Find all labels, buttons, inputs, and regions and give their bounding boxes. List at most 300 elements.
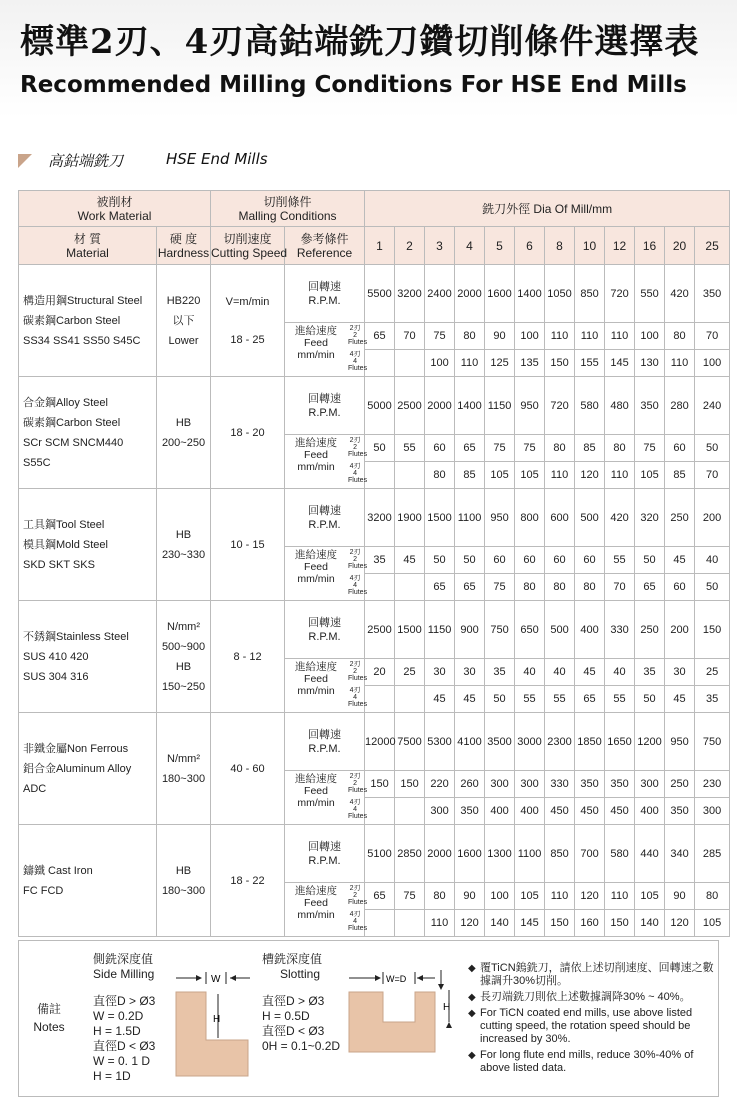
four-flutes-tag (348, 911, 368, 932)
cutting-speed-line: 18 - 22 (230, 874, 265, 887)
feed-4-flute-value: 110 (425, 910, 455, 937)
rpm-label (285, 825, 365, 883)
feed-2-flute-value: 50 (365, 435, 395, 462)
flutes-word: Flutes (348, 339, 368, 346)
cutting-speed-line: 8 - 12 (233, 650, 262, 663)
work-material-en: Work Material (77, 208, 152, 223)
flutes4a: 4刃 (349, 351, 361, 358)
rpm-value: 950 (515, 377, 545, 435)
hardness-cell (157, 489, 211, 601)
feed-label (285, 547, 368, 601)
cutting-speed-zh: 切削速度 (223, 231, 272, 246)
feed-2-flute-value: 60 (575, 547, 605, 574)
material-line: SUS 410 420 (23, 650, 89, 663)
flutes4a: 4刃 (349, 687, 361, 694)
side-milling-line: H = 1D (93, 1069, 131, 1083)
feed-4-flute-value: 145 (605, 350, 635, 377)
triangle-marker-icon (18, 154, 32, 168)
rpm-value: 440 (635, 825, 665, 883)
feed-zh: 進給速度 (295, 549, 338, 561)
rpm-value: 280 (665, 377, 695, 435)
four-flutes-tag (348, 575, 368, 596)
material-line: 工具鋼Tool Steel (23, 518, 105, 531)
feed-4-flute-value: 155 (575, 350, 605, 377)
flutes2a: 2刃 (349, 885, 361, 892)
feed-zh: 進給速度 (295, 661, 338, 673)
feed-2-flute-value: 50 (695, 435, 730, 462)
header-row-2 (19, 227, 730, 265)
feed-4-flute-value: 135 (515, 350, 545, 377)
slotting-line: H = 0.5D (262, 1009, 310, 1023)
hardness-cell (157, 713, 211, 825)
rpm-value: 800 (515, 489, 545, 547)
hardness-line: HB (175, 528, 192, 541)
feed-2-flute-value: 330 (545, 771, 575, 798)
feed-2-flute-value: 90 (665, 883, 695, 910)
feed-2-flute-value: 110 (575, 323, 605, 350)
material-line: FC FCD (23, 884, 64, 897)
feed-2-flute-value: 40 (545, 659, 575, 686)
rpm-row (19, 713, 730, 771)
hardness-line: 500~900 (161, 640, 206, 653)
feed-2-flute-value: 50 (455, 547, 485, 574)
hardness-line: HB (175, 416, 192, 429)
diameter-8mm: 8 (545, 227, 575, 265)
diagram-h-label: H (213, 1014, 221, 1025)
hardness-line: N/mm² (167, 752, 200, 765)
feed-4-flute-value: 110 (545, 462, 575, 489)
diameter-6mm: 6 (515, 227, 545, 265)
feed-2-flute-value: 75 (425, 323, 455, 350)
feed-2-flute-value: 60 (515, 547, 545, 574)
cutting-speed-line: V=m/min (225, 295, 270, 308)
slotting-block (262, 952, 322, 982)
feed-4-flute-value: 80 (425, 462, 455, 489)
feed-unit: mm/min (297, 461, 335, 473)
rpm-label-text: 回轉速 (308, 504, 342, 517)
feed-2-flute-value: 110 (545, 323, 575, 350)
feed-4-flute-value (365, 798, 395, 825)
rpm-value: 1600 (455, 825, 485, 883)
rpm-row (19, 377, 730, 435)
feed-2-flute-value: 65 (455, 435, 485, 462)
two-flutes-tag (348, 661, 368, 682)
feed-2-flute-value: 85 (575, 435, 605, 462)
rpm-value: 340 (665, 825, 695, 883)
feed-2-flute-value: 300 (485, 771, 515, 798)
cutting-speed-cell (211, 377, 285, 489)
feed-en: Feed (304, 449, 328, 461)
feed-4-flute-value: 450 (605, 798, 635, 825)
feed-2-flute-value: 70 (695, 323, 730, 350)
rpm-value: 5100 (365, 825, 395, 883)
feed-2-flute-value: 55 (605, 547, 635, 574)
feed-2-flute-value: 40 (515, 659, 545, 686)
side-milling-line: 直徑D > Ø3 (93, 994, 156, 1008)
rpm-value: 550 (635, 265, 665, 323)
hardness-cell (157, 265, 211, 377)
feed-4-flute-value: 55 (545, 686, 575, 713)
feed-2-flute-value: 45 (395, 547, 425, 574)
feed-4-flute-value: 45 (665, 686, 695, 713)
feed-2-flute-value: 80 (605, 435, 635, 462)
feed-4-flute-value: 120 (575, 462, 605, 489)
flutes4b: 4 (353, 918, 357, 925)
diameter-25mm: 25 (695, 227, 730, 265)
title-chinese: 標準2刃、4刃高鈷端銑刀鑽切削條件選擇表 (20, 22, 700, 62)
material-line: 碳素鋼Carbon Steel (23, 416, 121, 429)
rpm-label-text: 回轉速 (308, 280, 342, 293)
hardness-line: Lower (168, 334, 199, 347)
flutes4a: 4刃 (349, 911, 361, 918)
feed-2-flute-value: 65 (365, 883, 395, 910)
feed-4-flute-value: 105 (485, 462, 515, 489)
feed-2-flute-value: 25 (695, 659, 730, 686)
flutes4b: 4 (353, 470, 357, 477)
rpm-value: 350 (635, 377, 665, 435)
rpm-value: 330 (605, 601, 635, 659)
rpm-label-text: 回轉速 (308, 616, 342, 629)
rpm-value: 2400 (425, 265, 455, 323)
rpm-label (285, 489, 365, 547)
title-english: Recommended Milling Conditions For HSE End Mills (20, 72, 687, 98)
feed-4-flute-value: 45 (425, 686, 455, 713)
feed-2-flute-value: 60 (485, 547, 515, 574)
rpm-value: 285 (695, 825, 730, 883)
note-item: ◆ For long flute end mills, reduce 30%-40% of above listed data. (468, 1049, 718, 1075)
rpm-row (19, 265, 730, 323)
feed-4-flute-value (365, 574, 395, 601)
feed-4-flute-value: 450 (575, 798, 605, 825)
side-milling-block (93, 952, 154, 982)
rpm-label (285, 713, 365, 771)
feed-4-flute-value: 105 (515, 462, 545, 489)
feed-4-flute-value: 300 (695, 798, 730, 825)
rpm-value: 3000 (515, 713, 545, 771)
feed-4-flute-value: 65 (575, 686, 605, 713)
four-flutes-tag (348, 351, 368, 372)
side-milling-values (93, 994, 155, 1084)
material-cell (19, 377, 157, 489)
two-flutes-tag (348, 549, 368, 570)
rpm-value: 250 (665, 489, 695, 547)
feed-2-flute-value: 90 (455, 883, 485, 910)
flutes4a: 4刃 (349, 463, 361, 470)
material-cell (19, 713, 157, 825)
feed-4-flute-value: 80 (575, 574, 605, 601)
reference-zh: 參考條件 (300, 231, 349, 246)
feed-4-flute-value: 80 (515, 574, 545, 601)
flutes-word: Flutes (348, 589, 368, 596)
rpm-value: 2000 (455, 265, 485, 323)
feed-4-flute-value: 65 (425, 574, 455, 601)
four-flutes-tag (348, 463, 368, 484)
rpm-value: 2500 (365, 601, 395, 659)
rpm-row (19, 601, 730, 659)
flutes2b: 2 (353, 892, 357, 899)
hardness-line: 200~250 (161, 436, 206, 449)
diagram-slot-h-label: H (443, 1002, 451, 1013)
feed-2-flute-value: 300 (635, 771, 665, 798)
hardness-cell (157, 825, 211, 937)
feed-2-flute-value: 40 (695, 547, 730, 574)
feed-4-flute-value: 150 (545, 350, 575, 377)
material-line: ADC (23, 782, 47, 795)
feed-4-flute-value: 65 (455, 574, 485, 601)
flutes-word: Flutes (348, 813, 368, 820)
hardness-cell (157, 377, 211, 489)
rpm-value: 5000 (365, 377, 395, 435)
feed-4-flute-value: 130 (635, 350, 665, 377)
flutes-word: Flutes (348, 899, 368, 906)
feed-2-flute-value: 60 (425, 435, 455, 462)
feed-4-flute-value: 105 (635, 462, 665, 489)
feed-2-flute-value: 45 (665, 547, 695, 574)
rpm-value: 2850 (395, 825, 425, 883)
feed-4-flute-value: 140 (485, 910, 515, 937)
feed-2-flute-value: 110 (605, 323, 635, 350)
feed-4-flute-value: 400 (515, 798, 545, 825)
flutes-word: Flutes (348, 701, 368, 708)
feed-4-flute-value: 65 (635, 574, 665, 601)
rpm-value: 1150 (425, 601, 455, 659)
feed-4-flute-value: 50 (635, 686, 665, 713)
hardness-en: Hardness (157, 245, 210, 260)
slotting-en: Slotting (280, 967, 321, 981)
rpm-value: 320 (635, 489, 665, 547)
rpm-value: 2500 (395, 377, 425, 435)
feed-en: Feed (304, 337, 328, 349)
feed-2-flute-value: 35 (635, 659, 665, 686)
feed-2-flute-value: 50 (425, 547, 455, 574)
rpm-label-text: R.P.M. (308, 406, 341, 419)
side-milling-line: W = 0. 1 D (93, 1054, 151, 1068)
rpm-label-text: R.P.M. (308, 294, 341, 307)
rpm-value: 850 (575, 265, 605, 323)
rpm-value: 2000 (425, 825, 455, 883)
flutes4b: 4 (353, 582, 357, 589)
hardness-header (157, 227, 211, 265)
rpm-value: 600 (545, 489, 575, 547)
feed-2-flute-value: 150 (365, 771, 395, 798)
feed-4-flute-value (395, 686, 425, 713)
hardness-line: 230~330 (161, 548, 206, 561)
flutes-word: Flutes (348, 787, 368, 794)
feed-4-flute-value (365, 910, 395, 937)
flutes4b: 4 (353, 806, 357, 813)
hardness-line: 180~300 (161, 884, 206, 897)
rpm-label (285, 377, 365, 435)
rpm-value: 5300 (425, 713, 455, 771)
rpm-value: 1200 (635, 713, 665, 771)
rpm-value: 720 (605, 265, 635, 323)
material-line: 碳素鋼Carbon Steel (23, 314, 121, 327)
two-flutes-tag (348, 773, 368, 794)
note-item: ◆ For TiCN coated end mills, use above listed cutting speed, the rotation speed should be increased by 30%. (468, 1007, 718, 1046)
rpm-row (19, 489, 730, 547)
feed-2-flute-value: 75 (485, 435, 515, 462)
feed-unit: mm/min (297, 797, 335, 809)
feed-label-text (289, 661, 343, 697)
cutting-speed-cell (211, 825, 285, 937)
flutes-word: Flutes (348, 563, 368, 570)
diameter-1mm: 1 (365, 227, 395, 265)
feed-label (285, 659, 368, 713)
section-title-zh: 高鈷端銑刀 (48, 152, 124, 170)
feed-label-text (289, 437, 343, 473)
side-milling-en: Side Milling (93, 967, 155, 981)
feed-4-flute-value: 150 (545, 910, 575, 937)
hardness-line: 150~250 (161, 680, 206, 693)
feed-2-flute-value: 80 (425, 883, 455, 910)
feed-4-flute-value: 110 (665, 350, 695, 377)
feed-zh: 進給速度 (295, 885, 338, 897)
flutes2a: 2刃 (349, 773, 361, 780)
rpm-value: 900 (455, 601, 485, 659)
flutes4b: 4 (353, 358, 357, 365)
rpm-value: 850 (545, 825, 575, 883)
feed-2-flute-value: 35 (485, 659, 515, 686)
rpm-value: 1300 (485, 825, 515, 883)
feed-4-flute-value: 450 (545, 798, 575, 825)
rpm-label-text: 回轉速 (308, 392, 342, 405)
feed-2-flute-value: 60 (665, 435, 695, 462)
note-item: ◆ 覆TiCN鎢銑刀，請依上述切削速度、回轉速之數據調升30%切削。 (468, 962, 718, 988)
hardness-line: HB (175, 660, 192, 673)
feed-unit: mm/min (297, 909, 335, 921)
two-flutes-tag (348, 437, 368, 458)
feed-2-flute-value: 105 (635, 883, 665, 910)
rpm-label-text: R.P.M. (308, 630, 341, 643)
feed-4-flute-value: 75 (485, 574, 515, 601)
note-item: ◆ 長刃端銑刀則依上述數據調降30% ~ 40%。 (468, 991, 718, 1004)
feed-unit: mm/min (297, 349, 335, 361)
feed-4-flute-value (395, 462, 425, 489)
feed-2-flute-value: 105 (515, 883, 545, 910)
diameter-12mm: 12 (605, 227, 635, 265)
hardness-line: HB (175, 864, 192, 877)
material-cell (19, 489, 157, 601)
flutes-word: Flutes (348, 925, 368, 932)
material-cell (19, 265, 157, 377)
feed-label (285, 883, 368, 937)
material-line: 鑄鐵 Cast Iron (23, 864, 93, 877)
feed-zh: 進給速度 (295, 437, 338, 449)
feed-zh: 進給速度 (295, 325, 338, 337)
feed-2-flute-value: 55 (395, 435, 425, 462)
rpm-label-text: R.P.M. (308, 854, 341, 867)
feed-en: Feed (304, 673, 328, 685)
flutes2a: 2刃 (349, 549, 361, 556)
feed-4-flute-value: 45 (455, 686, 485, 713)
rpm-value: 250 (635, 601, 665, 659)
two-flutes-tag (348, 325, 368, 346)
hardness-line: 以下 (172, 314, 195, 327)
slotting-line: 直徑D > Ø3 (262, 994, 325, 1008)
additional-notes (468, 962, 718, 1078)
feed-4-flute-value: 105 (695, 910, 730, 937)
rpm-value: 240 (695, 377, 730, 435)
diameter-10mm: 10 (575, 227, 605, 265)
flutes2a: 2刃 (349, 437, 361, 444)
rpm-value: 1500 (425, 489, 455, 547)
feed-label (285, 435, 368, 489)
feed-2-flute-value: 110 (545, 883, 575, 910)
feed-en: Feed (304, 561, 328, 573)
feed-2-flute-value: 30 (425, 659, 455, 686)
feed-4-flute-value: 100 (695, 350, 730, 377)
diameter-3mm: 3 (425, 227, 455, 265)
feed-2-flute-value: 300 (515, 771, 545, 798)
material-line: SUS 304 316 (23, 670, 89, 683)
rpm-value: 1850 (575, 713, 605, 771)
slotting-values (262, 994, 340, 1054)
flutes2b: 2 (353, 556, 357, 563)
diameter-2mm: 2 (395, 227, 425, 265)
rpm-value: 420 (605, 489, 635, 547)
hardness-line: N/mm² (167, 620, 200, 633)
rpm-label (285, 265, 365, 323)
feed-label (285, 323, 368, 377)
feed-2-flute-value: 25 (395, 659, 425, 686)
feed-4-flute-value: 125 (485, 350, 515, 377)
notes-label-en: Notes (33, 1020, 65, 1034)
feed-4-flute-value: 80 (545, 574, 575, 601)
feed-2-flute-value: 90 (485, 323, 515, 350)
feed-2-flute-value: 40 (605, 659, 635, 686)
four-flutes-tag (348, 799, 368, 820)
feed-2-flute-value: 100 (485, 883, 515, 910)
rpm-row (19, 825, 730, 883)
page-header (0, 0, 737, 118)
diameter-5mm: 5 (485, 227, 515, 265)
material-header (19, 227, 157, 265)
four-flutes-tag (348, 687, 368, 708)
rpm-value: 1100 (515, 825, 545, 883)
feed-2-flute-value: 45 (575, 659, 605, 686)
rpm-value: 1650 (605, 713, 635, 771)
feed-4-flute-value (365, 462, 395, 489)
slotting-line: 0H = 0.1~0.2D (262, 1039, 341, 1053)
cutting-speed-line: 10 - 15 (230, 538, 265, 551)
feed-2-flute-value: 220 (425, 771, 455, 798)
material-line: 非鐵金屬Non Ferrous (23, 742, 129, 755)
section-title-en: HSE End Mills (166, 150, 268, 168)
feed-label-text (289, 325, 343, 361)
cutting-speed-cell (211, 265, 285, 377)
rpm-value: 700 (575, 825, 605, 883)
feed-4-flute-value (395, 350, 425, 377)
rpm-value: 4100 (455, 713, 485, 771)
feed-4-flute-value: 35 (695, 686, 730, 713)
flutes4b: 4 (353, 694, 357, 701)
rpm-value: 750 (695, 713, 730, 771)
rpm-value: 350 (695, 265, 730, 323)
feed-2-flute-value: 75 (395, 883, 425, 910)
diameter-4mm: 4 (455, 227, 485, 265)
rpm-value: 1150 (485, 377, 515, 435)
feed-4-flute-value: 70 (605, 574, 635, 601)
hardness-line: 180~300 (161, 772, 206, 785)
material-en: Material (66, 245, 109, 260)
feed-4-flute-value: 120 (455, 910, 485, 937)
flutes4a: 4刃 (349, 799, 361, 806)
feed-2-flute-value: 30 (455, 659, 485, 686)
feed-4-flute-value: 50 (695, 574, 730, 601)
rpm-value: 480 (605, 377, 635, 435)
feed-2-flute-value: 230 (695, 771, 730, 798)
feed-4-flute-value: 150 (605, 910, 635, 937)
